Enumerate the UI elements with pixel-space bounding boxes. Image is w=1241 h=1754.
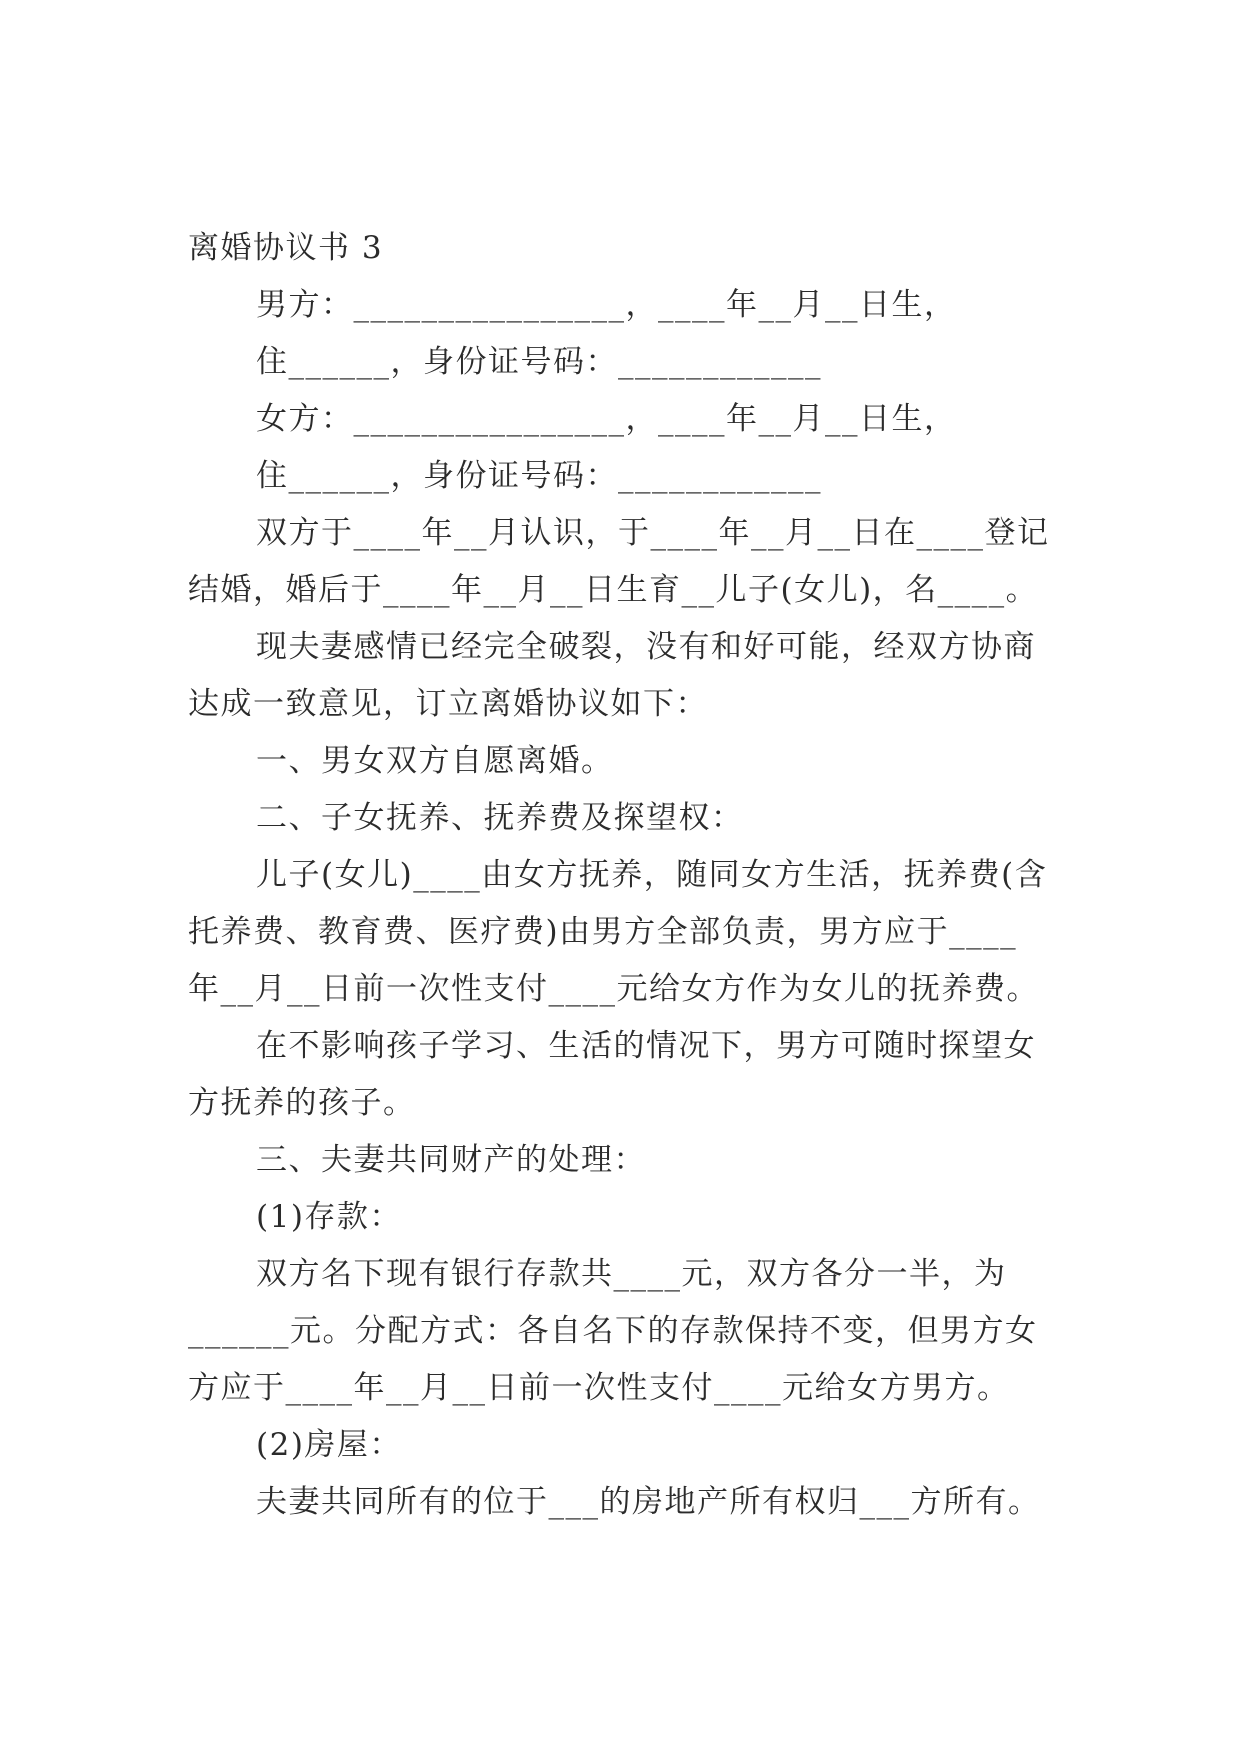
house-subheading: (2)房屋：: [256, 1427, 402, 1463]
male-party-line: 男方：________________，____年__月__日生，: [256, 287, 957, 323]
document-title: 离婚协议书 3: [188, 230, 384, 266]
male-address-id-line: 住______，身份证号码：____________: [256, 344, 822, 380]
agreement-intro-line-1: 现夫妻感情已经完全破裂，没有和好可能，经双方协商: [256, 629, 1036, 665]
custody-paragraph-line-2: 托养费、教育费、医疗费)由男方全部负责，男方应于____: [188, 914, 1018, 950]
female-address-id-line: 住______，身份证号码：____________: [256, 458, 822, 494]
clause-2-heading: 二、子女抚养、抚养费及探望权：: [256, 800, 744, 836]
clause-1: 一、男女双方自愿离婚。: [256, 743, 614, 779]
visitation-paragraph-line-1: 在不影响孩子学习、生活的情况下，男方可随时探望女: [256, 1028, 1036, 1064]
clause-3-heading: 三、夫妻共同财产的处理：: [256, 1142, 646, 1178]
custody-paragraph-line-3: 年__月__日前一次性支付____元给女方作为女儿的抚养费。: [188, 971, 1039, 1007]
house-paragraph-line-1: 夫妻共同所有的位于___的房地产所有权归___方所有。: [256, 1484, 1041, 1520]
marriage-paragraph-line-1: 双方于____年__月认识，于____年__月__日在____登记: [256, 515, 1050, 551]
female-party-line: 女方：________________，____年__月__日生，: [256, 401, 957, 437]
custody-paragraph-line-1: 儿子(女儿)____由女方抚养，随同女方生活，抚养费(含: [256, 857, 1048, 893]
agreement-intro-line-2: 达成一致意见，订立离婚协议如下：: [188, 686, 708, 722]
deposits-paragraph-line-3: 方应于____年__月__日前一次性支付____元给女方男方。: [188, 1370, 1010, 1406]
deposits-subheading: (1)存款：: [256, 1199, 402, 1235]
visitation-paragraph-line-2: 方抚养的孩子。: [188, 1085, 416, 1121]
marriage-paragraph-line-2: 结婚，婚后于____年__月__日生育__儿子(女儿)，名____。: [188, 572, 1039, 608]
deposits-paragraph-line-2: ______元。分配方式：各自名下的存款保持不变，但男方女: [188, 1313, 1038, 1349]
deposits-paragraph-line-1: 双方名下现有银行存款共____元，双方各分一半，为: [256, 1256, 1007, 1292]
